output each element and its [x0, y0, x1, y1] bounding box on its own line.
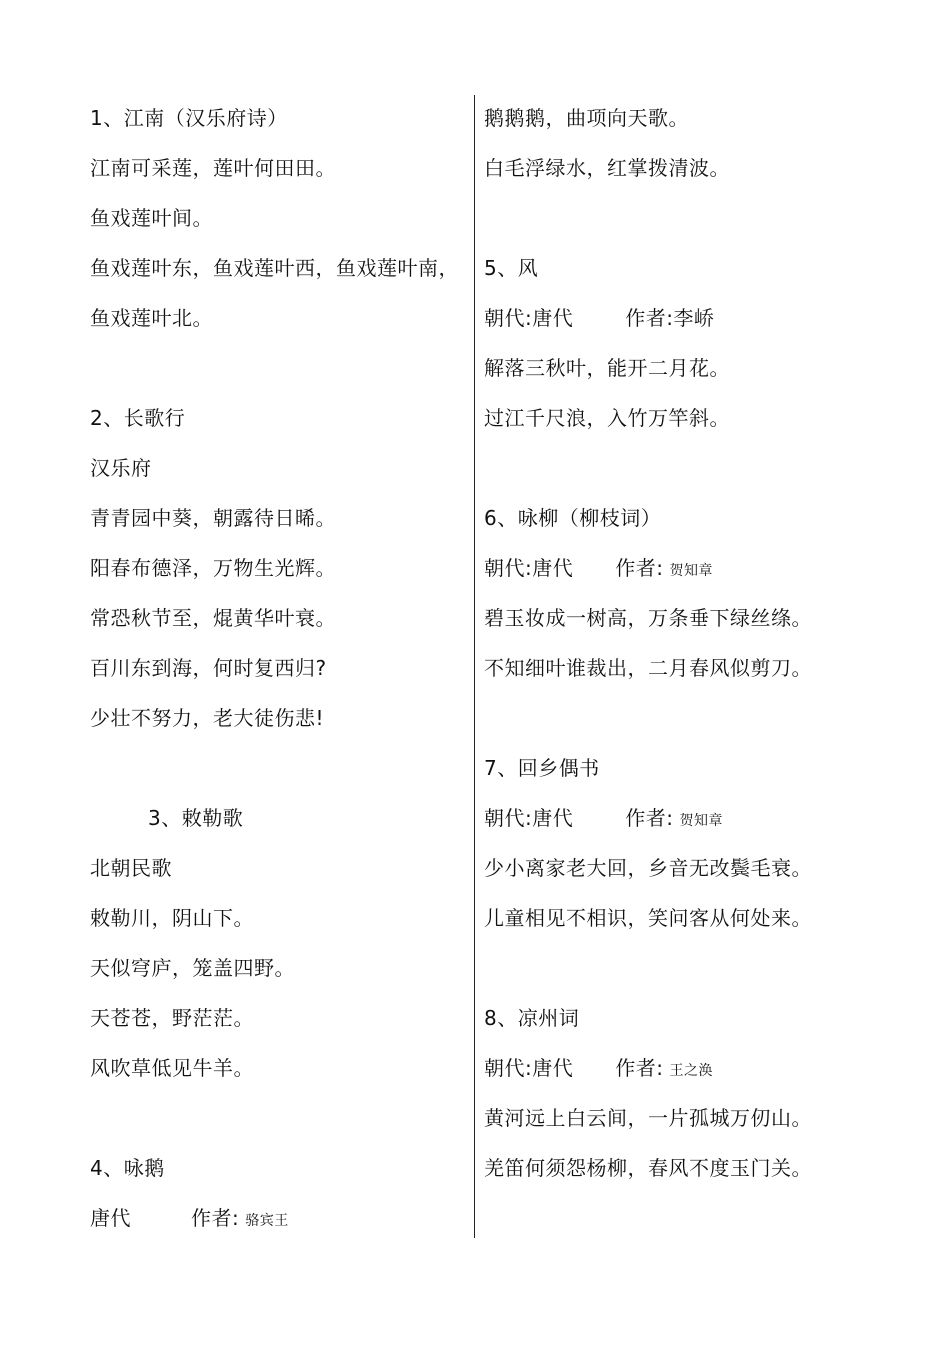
blank-line [90, 1093, 462, 1143]
poem-title: 1、江南（汉乐府诗） [90, 106, 288, 130]
poem-line: 碧玉妆成一树高，万条垂下绿丝绦。 [484, 606, 812, 630]
poem-title: 4、咏鹅 [90, 1156, 165, 1180]
poem-meta [484, 543, 924, 593]
poem-line: 江南可采莲，莲叶何田田。 [90, 156, 336, 180]
poem-line: 少壮不努力，老大徒伤悲! [90, 706, 325, 730]
poem-author: 贺知章 [669, 563, 713, 579]
poem-title: 5、风 [484, 256, 539, 280]
blank-line [484, 443, 924, 493]
poem-dynasty: 唐代 [532, 806, 574, 830]
poem-line: 白毛浮绿水，红掌拨清波。 [484, 156, 730, 180]
poem-dynasty-label: 朝代: [484, 306, 533, 330]
poem-source: 北朝民歌 [90, 856, 172, 880]
right-column [484, 93, 924, 1193]
poem-line: 敕勒川，阴山下。 [90, 906, 254, 930]
poem-title: 7、回乡偶书 [484, 756, 600, 780]
poem-title: 6、咏柳（柳枝词） [484, 506, 662, 530]
poem-line: 青青园中葵，朝露待日晞。 [90, 506, 336, 530]
poem-line: 鹅鹅鹅，曲项向天歌。 [484, 106, 689, 130]
poem-dynasty-label: 朝代: [484, 1056, 533, 1080]
poem-title: 3、敕勒歌 [148, 806, 244, 830]
poem-line: 解落三秋叶，能开二月花。 [484, 356, 730, 380]
poem-author: 王之涣 [669, 1063, 713, 1079]
poem-line: 百川东到海，何时复西归? [90, 656, 327, 680]
blank-line [484, 193, 924, 243]
poem-line: 阳春布德泽，万物生光辉。 [90, 556, 336, 580]
poem-author-label: 作者: [615, 556, 664, 580]
blank-line [90, 743, 462, 793]
poem-dynasty: 唐代 [532, 1056, 574, 1080]
poem-dynasty-label: 朝代: [484, 556, 533, 580]
poem-line: 不知细叶谁裁出，二月春风似剪刀。 [484, 656, 812, 680]
poem-line: 风吹草低见牛羊。 [90, 1056, 254, 1080]
poem-author: 李峤 [673, 306, 715, 330]
poem-line: 常恐秋节至，焜黄华叶衰。 [90, 606, 336, 630]
poem-dynasty: 唐代 [532, 556, 574, 580]
poem-line: 过江千尺浪，入竹万竿斜。 [484, 406, 730, 430]
poem-meta [484, 793, 924, 843]
poem-dynasty-label: 朝代: [484, 806, 533, 830]
poem-author-label: 作者: [191, 1206, 240, 1230]
poem-meta [484, 1043, 924, 1093]
poem-meta [90, 1193, 462, 1243]
poem-line: 鱼戏莲叶北。 [90, 306, 213, 330]
poem-author: 骆宾王 [245, 1213, 289, 1229]
poem-line: 少小离家老大回，乡音无改鬓毛衰。 [484, 856, 812, 880]
poem-meta [484, 293, 924, 343]
blank-line [484, 693, 924, 743]
poem-line: 鱼戏莲叶东，鱼戏莲叶西，鱼戏莲叶南， [90, 256, 459, 280]
poem-dynasty: 唐代 [90, 1206, 131, 1230]
poem-line: 儿童相见不相识，笑问客从何处来。 [484, 906, 812, 930]
poem-line: 天似穹庐，笼盖四野。 [90, 956, 295, 980]
left-column [90, 93, 462, 1243]
poem-line: 天苍苍，野茫茫。 [90, 1006, 254, 1030]
poem-line: 鱼戏莲叶间。 [90, 206, 213, 230]
poem-author-label: 作者: [625, 306, 674, 330]
poem-line: 羌笛何须怨杨柳，春风不度玉门关。 [484, 1156, 812, 1180]
blank-line [484, 943, 924, 993]
column-divider [474, 95, 475, 1238]
poem-line: 黄河远上白云间，一片孤城万仞山。 [484, 1106, 812, 1130]
poem-title: 8、凉州词 [484, 1006, 580, 1030]
poem-author-label: 作者: [625, 806, 674, 830]
poem-source: 汉乐府 [90, 456, 152, 480]
poem-title: 2、长歌行 [90, 406, 186, 430]
poem-author: 贺知章 [679, 813, 723, 829]
blank-line [90, 343, 462, 393]
poem-author-label: 作者: [615, 1056, 664, 1080]
poem-dynasty: 唐代 [532, 306, 574, 330]
